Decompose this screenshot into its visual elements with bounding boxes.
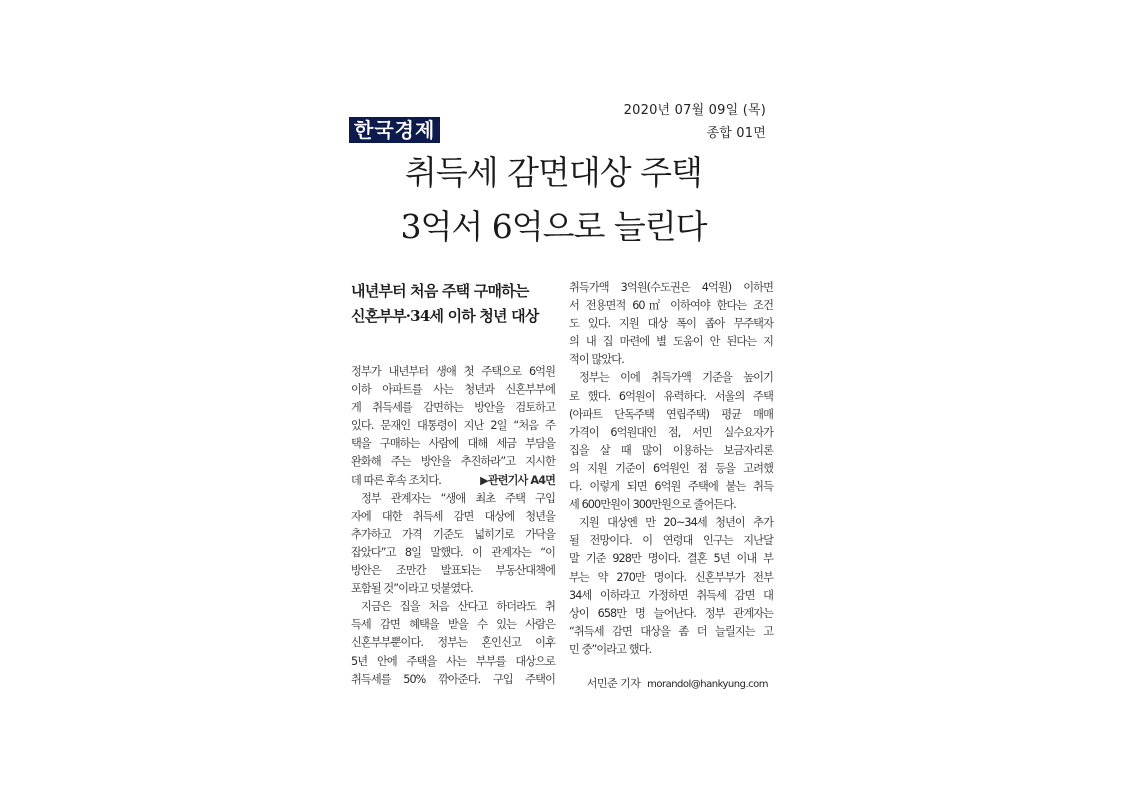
body-line: 의 지원 기준이 6억원인 점 등을 고려했 xyxy=(569,461,773,475)
body-line: 정부는 이에 취득가액 기준을 높이기 xyxy=(579,371,773,385)
body-line: 게 취득세를 감면하는 방안을 검토하고 xyxy=(351,401,555,415)
body-line: 이하 아파트를 사는 청년과 신혼부부에 xyxy=(351,383,555,397)
newspaper-logo: 한국경제 xyxy=(349,117,440,143)
body-line: 도 있다. 지원 대상 폭이 좁아 무주택자 xyxy=(569,317,773,331)
reporter-email: morandol@hankyung.com xyxy=(647,679,768,690)
body-line: 취득가액 3억원(수도권은 4억원) 이하면 xyxy=(569,281,773,294)
body-line: 로 했다. 6억원이 유력하다. 서울의 주택 xyxy=(569,389,773,403)
newspaper-clipping xyxy=(337,95,773,695)
body-line: 있다. 문재인 대통령이 지난 2일 “처음 주 xyxy=(351,419,555,433)
body-line: 득세 감면 혜택을 받을 수 있는 사람은 xyxy=(351,618,555,632)
subheadline-line-2: 신혼부부·34세 이하 청년 대상 xyxy=(351,307,539,325)
body-line: 취득세를 50% 깎아준다. 구입 주택이 xyxy=(351,672,555,686)
body-line: 지원 대상엔 만 20~34세 청년이 추가 xyxy=(579,516,773,530)
body-line: 될 전망이다. 이 연령대 인구는 지난달 xyxy=(569,534,773,548)
body-line: 서 전용면적 60㎡ 이하여야 한다는 조건 xyxy=(569,299,773,313)
body-line: 34세 이하라고 가정하면 취득세 감면 대 xyxy=(569,588,773,602)
byline xyxy=(587,675,768,691)
subheadline xyxy=(351,279,555,329)
right-column xyxy=(569,279,773,659)
subheadline-line-1: 내년부터 처음 주택 구매하는 xyxy=(351,282,529,300)
body-line: 말 기준 928만 명이다. 결혼 5년 이내 부 xyxy=(569,552,773,566)
body-line: 추가하고 가격 기준도 넓히기로 가닥을 xyxy=(351,527,555,541)
body-line: (아파트 단독주택 연립주택) 평균 매매 xyxy=(569,407,773,421)
body-line-text: 데 따른 후속 조치다. xyxy=(351,473,441,487)
body-line: 자에 대한 취득세 감면 대상에 청년을 xyxy=(351,509,555,523)
body-line: 정부 관계자는 “생애 최초 주택 구입 xyxy=(361,491,555,505)
body-line: “취득세 감면 대상을 좀 더 늘릴지는 고 xyxy=(569,624,773,638)
body-line: 정부가 내년부터 생애 첫 주택으로 6억원 xyxy=(351,365,555,378)
headline-line-2: 3억서 6억으로 늘린다 xyxy=(400,207,707,246)
left-column xyxy=(351,279,555,689)
body-line: 상이 658만 명 늘어난다. 정부 관계자는 xyxy=(569,606,773,620)
body-line: 포함될 것”이라고 덧붙였다. xyxy=(351,582,473,596)
body-line: 방안은 조만간 발표되는 부동산대책에 xyxy=(351,564,555,578)
body-line: 집을 살 때 많이 이용하는 보금자리론 xyxy=(569,443,773,457)
body-line: 적이 많았다. xyxy=(569,353,624,367)
reporter-name: 서민준 기자 xyxy=(586,677,641,690)
body-line: 잡았다”고 8일 말했다. 이 관계자는 “이 xyxy=(351,545,555,559)
body-line: 민 중”이라고 했다. xyxy=(569,642,652,656)
body-line: 완화해 주는 방안을 추진하라”고 지시한 xyxy=(351,455,555,469)
body-line: 다. 이렇게 되면 6억원 주택에 붙는 취득 xyxy=(569,480,773,494)
body-line: 의 내 집 마련에 별 도움이 안 된다는 지 xyxy=(569,335,773,349)
body-line: 신혼부부뿐이다. 정부는 혼인신고 이후 xyxy=(351,636,555,650)
headline-line-1: 취득세 감면대상 주택 xyxy=(405,153,702,192)
body-line: 5년 안에 주택을 사는 부부를 대상으로 xyxy=(351,654,555,668)
page-section: 종합 01면 xyxy=(706,126,766,141)
body-line xyxy=(351,472,555,490)
publication-date: 2020년 07월 09일 (목) xyxy=(623,103,766,118)
body-line: 가격이 6억원대인 점, 서민 실수요자가 xyxy=(569,425,773,439)
body-line: 택을 구매하는 사람에 대해 세금 부담을 xyxy=(351,437,555,451)
body-line: 부는 약 270만 명이다. 신혼부부가 전부 xyxy=(569,570,773,584)
body-line: 세 600만원이 300만원으로 줄어든다. xyxy=(569,498,736,512)
related-article-ref: ▶관련기사 A4면 xyxy=(480,473,555,487)
body-line: 지금은 집을 처음 산다고 하더라도 취 xyxy=(361,600,555,614)
